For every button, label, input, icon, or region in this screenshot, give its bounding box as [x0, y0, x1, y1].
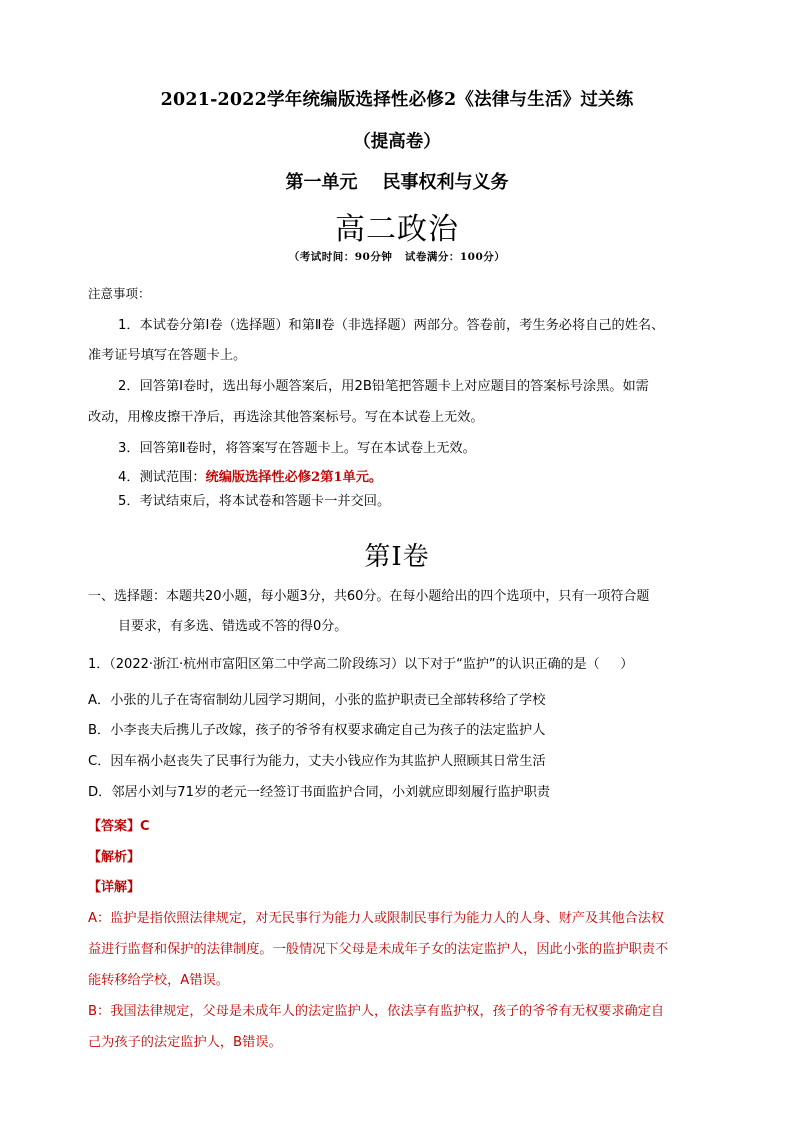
answer-label: 【答案】C — [88, 819, 150, 834]
option-b: B．小李丧夫后携儿子改嫁，孩子的爷爷有权要求确定自己为孩子的法定监护人 — [88, 723, 546, 738]
question-1-stem: 1．（2022·浙江·杭州市富阳区第二中学高二阶段练习）以下对于“监护”的认识正确的是（ ） — [88, 657, 634, 672]
explanation-b: B：我国法律规定，父母是未成年人的法定监护人，依法享有监护权，孩子的爷爷有无权要求确定自 — [88, 1004, 665, 1019]
test-scope: 统编版选择性必修2第1单元。 — [205, 470, 383, 485]
explanation-a: A：监护是指依照法律规定，对无民事行为能力人或限制民事行为能力人的人身、财产及其他合法权 — [88, 911, 665, 926]
option-c: C．因车祸小赵丧失了民事行为能力，丈夫小钱应作为其监护人照顾其日常生活 — [88, 754, 546, 769]
section-intro-cont: 目要求，有多选、错选或不答的得0分。 — [118, 619, 348, 634]
exam-subtitle: （提高卷） — [353, 132, 441, 152]
notice-item-3: 3．回答第Ⅱ卷时，将答案写在答题卡上。写在本试卷上无效。 — [118, 441, 476, 456]
exam-title: 2021-2022学年统编版选择性必修2《法律与生活》过关练 — [160, 90, 634, 110]
notice-item-1-cont: 准考证号填写在答题卡上。 — [88, 348, 247, 363]
explanation-a-cont: 益进行监督和保护的法律制度。一般情况下父母是未成年子女的法定监护人，因此小张的监护职责不 — [88, 942, 669, 957]
section-title: 第Ⅰ卷 — [364, 542, 430, 572]
exam-info: （考试时间：90分钟 试卷满分：100分） — [288, 251, 506, 263]
notice-item-2-cont: 改动，用橡皮擦干净后，再选涂其他答案标号。写在本试卷上无效。 — [88, 410, 484, 425]
subject-title: 高二政治 — [335, 212, 459, 247]
notice-item-4 — [118, 466, 382, 485]
option-a: A．小张的儿子在寄宿制幼儿园学习期间，小张的监护职责已全部转移给了学校 — [88, 693, 546, 708]
notice-item-2: 2．回答第Ⅰ卷时，选出每小题答案后，用2B铅笔把答题卡上对应题目的答案标号涂黑。如需 — [118, 379, 649, 394]
section-intro: 一、选择题：本题共20小题，每小题3分，共60分。在每小题给出的四个选项中，只有一项符合题 — [88, 589, 650, 604]
detail-label: 【详解】 — [88, 880, 141, 895]
explanation-a-end: 能转移给学校，A错误。 — [88, 973, 229, 988]
notice-item-5: 5．考试结束后，将本试卷和答题卡一并交回。 — [118, 494, 391, 509]
notice-heading: 注意事项： — [88, 286, 151, 301]
notice-item-1: 1．本试卷分第Ⅰ卷（选择题）和第Ⅱ卷（非选择题）两部分。答卷前，考生务必将自己的姓名、 — [118, 318, 665, 333]
unit-title: 第一单元 民事权利与义务 — [285, 172, 509, 193]
explanation-b-end: 己为孩子的法定监护人，B错误。 — [88, 1035, 282, 1050]
notice-item-4-prefix: 4．测试范围： — [118, 470, 206, 485]
analysis-label: 【解析】 — [88, 850, 141, 865]
option-d: D．邻居小刘与71岁的老元一经签订书面监护合同，小刘就应即刻履行监护职责 — [88, 785, 551, 800]
